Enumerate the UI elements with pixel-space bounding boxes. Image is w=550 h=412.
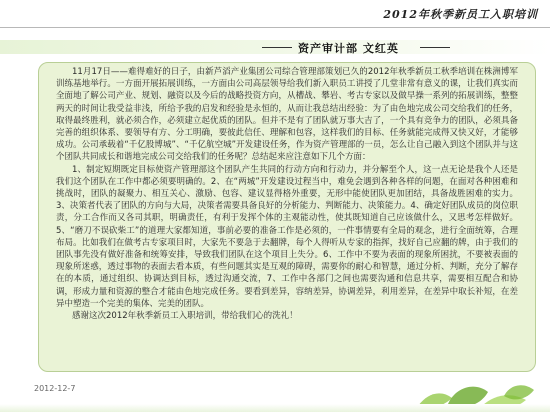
speaker-heading — [0, 40, 550, 56]
heading-dash-left — [262, 47, 292, 48]
content-text — [56, 66, 518, 322]
heading-dash-right — [420, 47, 450, 48]
paragraph-thanks: 感谢这次2012年秋季新员工入职培训，带给我们心的洗礼！ — [72, 311, 298, 322]
footer-gradient — [0, 404, 550, 412]
footer-date: 2012-12-7 — [34, 384, 76, 393]
paragraph-intro: 11月17日——难得难好的日子，由新芦滔产业集团公司综合管理部策划已久的2012年秋季新员工秋季培训在株洲博军训练基地举行。一方面开展拓展训练，一方面由公司高层领导给我们新入职员工讲授了几堂非常有意义的课，让我们真实而全面地了解公司产业、规划、融资以及今后的战略投资方向，从槽战、攀岩、考古专家以及做早操一系列的拓展训练，整整两天的时间让我受益非浅，所给予我的启发和经验是永恒的，从而让我总结出经验：为了由色地完成公司交给我们的任务，取得最终胜利，就必须合作，必须建立起优质的团队。但并不是有了团队就万事大吉了，一个具有竞争力的团队，必须具备完善的组织体系、要领导有方、分工明确，要彼此信任、理解和包容，这样我们的目标、任务就能完成得又快又好，才能够成功。公司承载着“千亿股博城”、“千亿航空城”开发建设任务，作为资产管理部的一员，怎么让自己融入到这个团队并与这个团队共同成长和谐地完成公司交给我们的任务呢？总结起来应注意如下几个方面： — [56, 67, 518, 163]
header-divider — [0, 27, 550, 28]
speaker-line: 资产审计部 文红英 — [298, 42, 399, 55]
course-title: 2012年秋季新员工入职培训 — [383, 8, 538, 21]
paragraph-points: 1、制定短期既定目标使资产管理部这个团队产生共同的行动方向和行动力，并分解至个人，这一点无论是我个人还是我们这个团队在工作中都必须要明确的。2、在“两城”开发建设过程当中，难免会遇到各种各样的问题，在面对各种困难和挑战时，团队的凝聚力、相互关心、激励、包容、建议显得格外重要，无形中能使团队更加团结，具备战胜困难的实力。3、决策者代表了团队的方向与大局，决策者需要具备良好的分析能力、判断能力、决策能力。4、确定好团队成员的岗位职责，分工合作而又各司其职，明确责任，有利于发挥个体的主观能动性，使其既知道自己应该做什么，又思考怎样做好。5、“磨刀不误砍柴工”的道理大家都知道，事前必要的准备工作是必须的，一件事情要有全局的观念，进行全面统筹，合理布局。比如我们在做考古专家项目时，大家先不要急于去翻牌，每个人得听从专家的指挥，找好自己应翻的牌，由于我们的团队事先没有做好准备和统筹安排，导致我们团队在这个项目上失分。6、工作中不要为表面的现象所困扰，不要被表面的现象所迷惑，透过事物的表面去看本质，有些问题其实是互观的障碍，需要你的耐心和智慧，通过分析、判断，充分了解存在的本质，通过组织、协调达到目标，透过沟通交流，7、工作中各部门之间也需要沟通和信息共享，需要相互配合和协调，形成力量和资源的整合才能由色地完成任务。要看到差异，容纳差异，协调差异，利用差异，在差异中取长补短，在差异中塑造一个完美的集体、完美的团队。 — [56, 164, 518, 309]
